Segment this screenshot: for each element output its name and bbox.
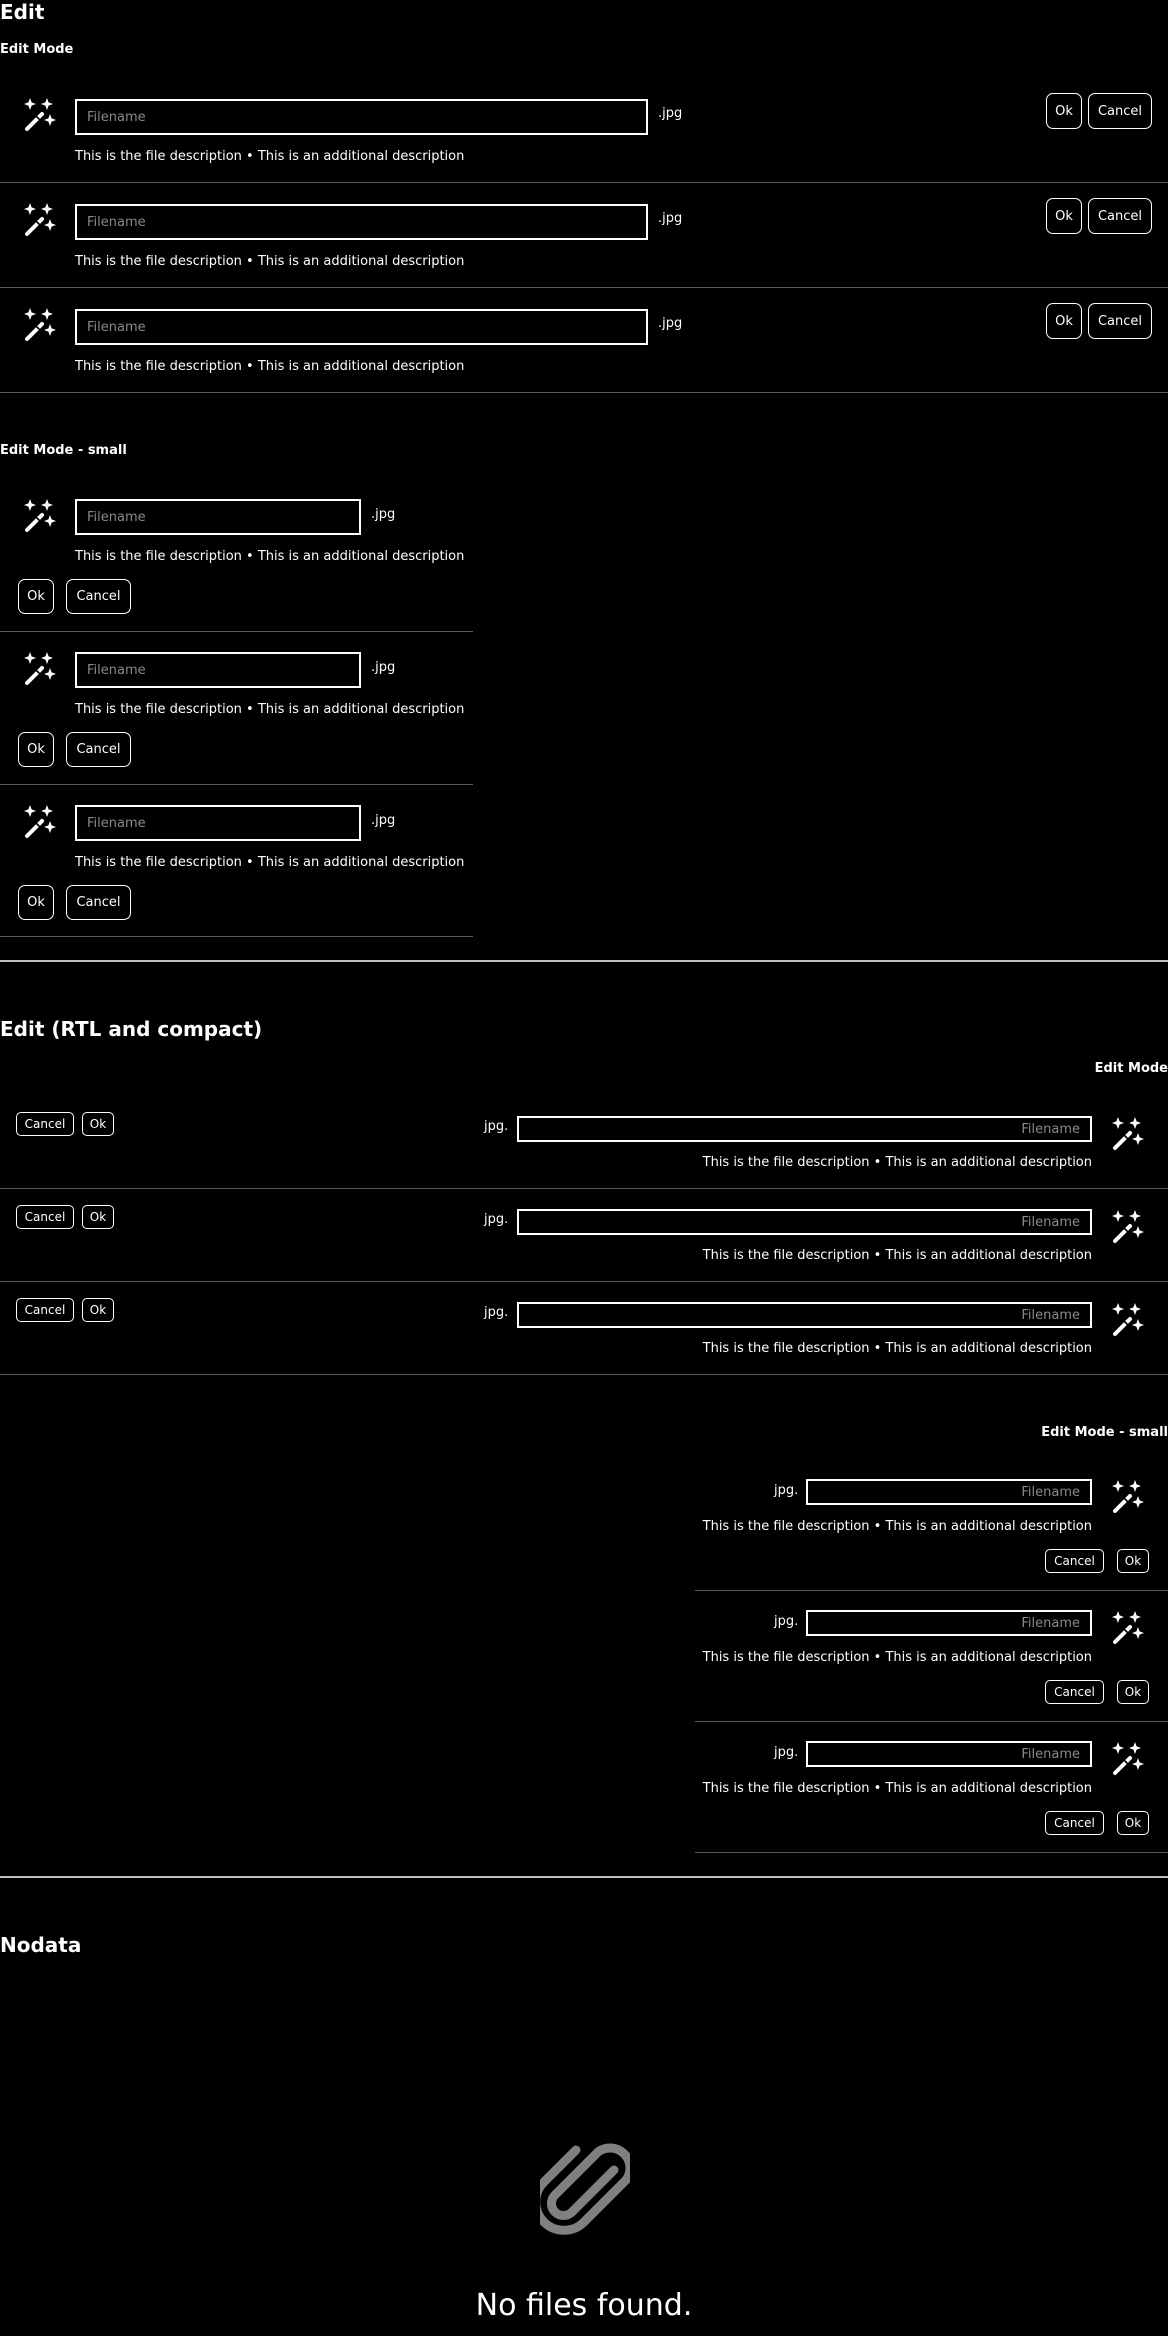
divider bbox=[0, 392, 1168, 393]
file-extension: .jpg bbox=[658, 106, 683, 121]
magic-wand-icon bbox=[1110, 1301, 1146, 1337]
ok-button[interactable]: Ok bbox=[82, 1205, 114, 1229]
filename-input[interactable] bbox=[517, 1302, 1092, 1328]
divider bbox=[695, 1590, 1168, 1591]
filename-input[interactable] bbox=[75, 309, 648, 345]
ok-button[interactable]: Ok bbox=[18, 885, 54, 920]
magic-wand-icon bbox=[22, 201, 58, 237]
section-title-rtl: Edit (RTL and compact) bbox=[0, 1017, 263, 1041]
file-extension: jpg. bbox=[484, 1305, 509, 1320]
divider bbox=[0, 631, 473, 632]
magic-wand-icon bbox=[22, 306, 58, 342]
cancel-button[interactable]: Cancel bbox=[66, 885, 131, 920]
file-extension: jpg. bbox=[484, 1212, 509, 1227]
ok-button[interactable]: Ok bbox=[1117, 1680, 1149, 1704]
filename-input[interactable] bbox=[75, 499, 361, 535]
edit-mode-small-label: Edit Mode - small bbox=[0, 443, 127, 458]
cancel-button[interactable]: Cancel bbox=[1088, 198, 1152, 234]
file-extension: .jpg bbox=[371, 813, 396, 828]
divider bbox=[695, 1721, 1168, 1722]
filename-input[interactable] bbox=[75, 805, 361, 841]
file-description: This is the file description • This is an additional description bbox=[75, 702, 465, 717]
divider bbox=[0, 287, 1168, 288]
edit-mode-label: Edit Mode bbox=[0, 42, 74, 57]
file-extension: jpg. bbox=[484, 1119, 509, 1134]
file-description: This is the file description • This is an additional description bbox=[702, 1650, 1092, 1665]
ok-button[interactable]: Ok bbox=[18, 579, 54, 614]
magic-wand-icon bbox=[22, 650, 58, 686]
file-description: This is the file description • This is an additional description bbox=[75, 149, 465, 164]
cancel-button[interactable]: Cancel bbox=[16, 1298, 74, 1322]
divider bbox=[0, 1374, 1168, 1375]
paperclip-icon bbox=[540, 2132, 630, 2236]
cancel-button[interactable]: Cancel bbox=[1045, 1680, 1104, 1704]
edit-mode-small-label: Edit Mode - small bbox=[1041, 1425, 1168, 1440]
magic-wand-icon bbox=[22, 497, 58, 533]
file-description: This is the file description • This is an additional description bbox=[75, 254, 465, 269]
cancel-button[interactable]: Cancel bbox=[66, 732, 131, 767]
file-extension: .jpg bbox=[658, 316, 683, 331]
magic-wand-icon bbox=[1110, 1115, 1146, 1151]
cancel-button[interactable]: Cancel bbox=[16, 1112, 74, 1136]
magic-wand-icon bbox=[1110, 1208, 1146, 1244]
ok-button[interactable]: Ok bbox=[1117, 1811, 1149, 1835]
section-title-edit: Edit bbox=[0, 0, 45, 24]
file-description: This is the file description • This is an additional description bbox=[702, 1781, 1092, 1796]
magic-wand-icon bbox=[1110, 1478, 1146, 1514]
filename-input[interactable] bbox=[517, 1209, 1092, 1235]
edit-mode-label: Edit Mode bbox=[1094, 1061, 1168, 1076]
cancel-button[interactable]: Cancel bbox=[1088, 303, 1152, 339]
ok-button[interactable]: Ok bbox=[82, 1112, 114, 1136]
file-extension: jpg. bbox=[774, 1483, 799, 1498]
ok-button[interactable]: Ok bbox=[18, 732, 54, 767]
filename-input[interactable] bbox=[517, 1116, 1092, 1142]
section-divider bbox=[0, 1876, 1168, 1878]
ok-button[interactable]: Ok bbox=[1046, 93, 1082, 129]
file-description: This is the file description • This is an additional description bbox=[702, 1519, 1092, 1534]
file-description: This is the file description • This is an additional description bbox=[702, 1248, 1092, 1263]
divider bbox=[0, 1281, 1168, 1282]
magic-wand-icon bbox=[1110, 1740, 1146, 1776]
filename-input[interactable] bbox=[75, 204, 648, 240]
cancel-button[interactable]: Cancel bbox=[66, 579, 131, 614]
ok-button[interactable]: Ok bbox=[1117, 1549, 1149, 1573]
ok-button[interactable]: Ok bbox=[1046, 303, 1082, 339]
filename-input[interactable] bbox=[75, 99, 648, 135]
divider bbox=[0, 784, 473, 785]
section-divider bbox=[0, 960, 1168, 962]
divider bbox=[0, 936, 473, 937]
file-description: This is the file description • This is an additional description bbox=[75, 549, 465, 564]
file-extension: .jpg bbox=[371, 660, 396, 675]
filename-input[interactable] bbox=[806, 1741, 1092, 1767]
file-extension: .jpg bbox=[658, 211, 683, 226]
magic-wand-icon bbox=[22, 96, 58, 132]
divider bbox=[695, 1852, 1168, 1853]
filename-input[interactable] bbox=[806, 1610, 1092, 1636]
file-description: This is the file description • This is an additional description bbox=[75, 855, 465, 870]
cancel-button[interactable]: Cancel bbox=[16, 1205, 74, 1229]
filename-input[interactable] bbox=[806, 1479, 1092, 1505]
section-title-nodata: Nodata bbox=[0, 1933, 82, 1957]
divider bbox=[0, 182, 1168, 183]
file-description: This is the file description • This is an additional description bbox=[702, 1155, 1092, 1170]
cancel-button[interactable]: Cancel bbox=[1088, 93, 1152, 129]
magic-wand-icon bbox=[22, 803, 58, 839]
magic-wand-icon bbox=[1110, 1609, 1146, 1645]
ok-button[interactable]: Ok bbox=[1046, 198, 1082, 234]
file-extension: .jpg bbox=[371, 507, 396, 522]
cancel-button[interactable]: Cancel bbox=[1045, 1811, 1104, 1835]
divider bbox=[0, 1188, 1168, 1189]
cancel-button[interactable]: Cancel bbox=[1045, 1549, 1104, 1573]
filename-input[interactable] bbox=[75, 652, 361, 688]
ok-button[interactable]: Ok bbox=[82, 1298, 114, 1322]
file-description: This is the file description • This is an additional description bbox=[702, 1341, 1092, 1356]
file-description: This is the file description • This is an additional description bbox=[75, 359, 465, 374]
nodata-message: No files found. bbox=[475, 2288, 693, 2323]
file-extension: jpg. bbox=[774, 1614, 799, 1629]
file-extension: jpg. bbox=[774, 1745, 799, 1760]
